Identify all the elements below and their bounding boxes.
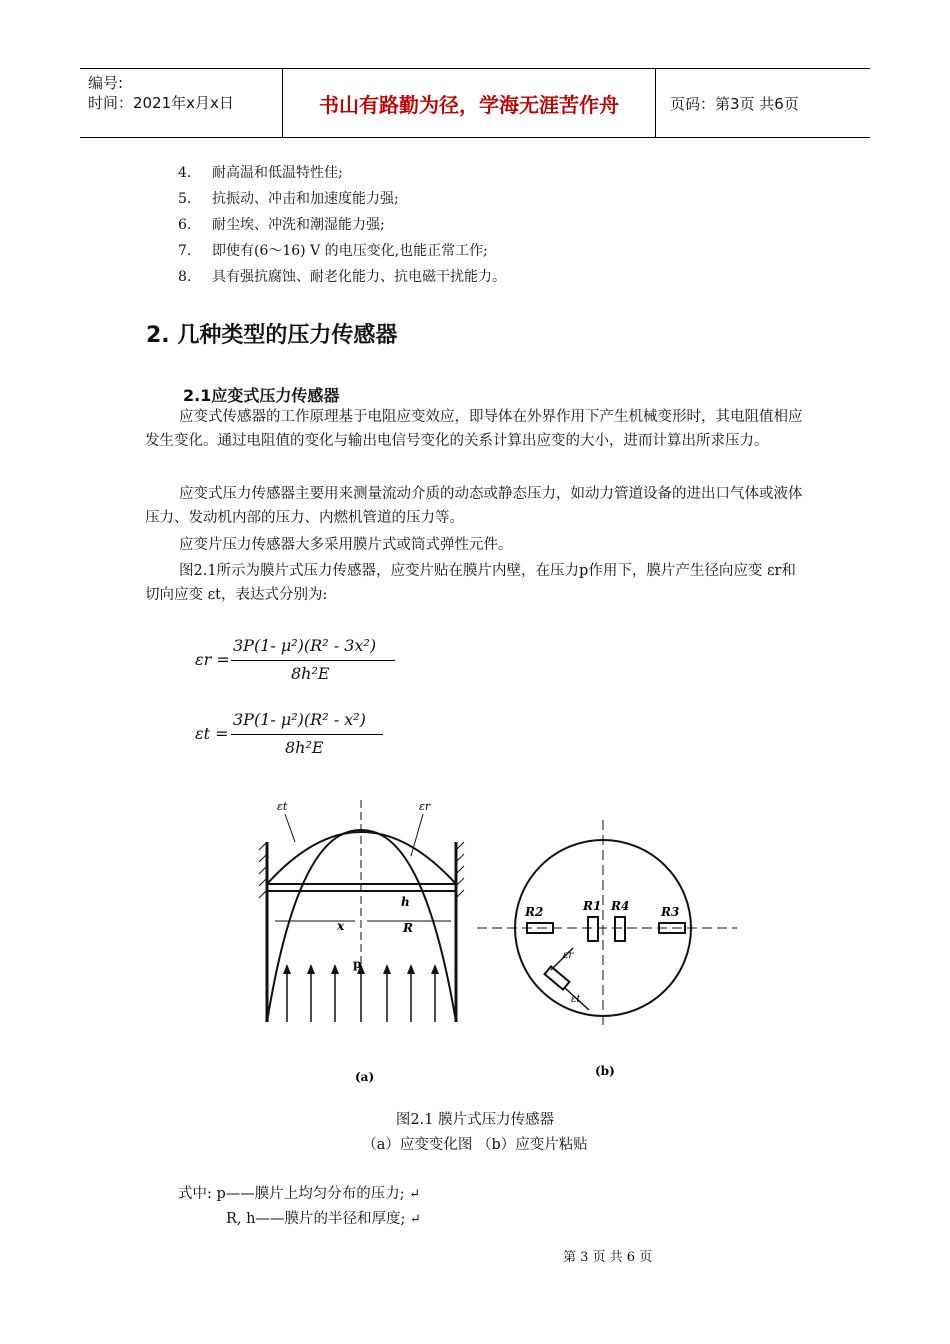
label-b-er: εr — [563, 950, 574, 961]
return-mark-icon: ↵ — [409, 1212, 421, 1227]
formula-denominator: 8h²E — [285, 738, 324, 757]
note-text: 式中: p——膜片上均匀分布的压力; — [178, 1186, 405, 1202]
label-h: h — [401, 895, 410, 909]
figure-caption-title: 图2.1 膜片式压力传感器 — [395, 1112, 555, 1128]
gauge-R4 — [615, 917, 625, 941]
diaphragm-sensor-figure — [255, 790, 745, 1090]
page-footer: 第 3 页 共 6 页 — [563, 1250, 653, 1265]
formula-numerator: 3P(1- μ²)(R² - x²) — [233, 710, 366, 729]
gauge-R1 — [588, 917, 598, 941]
figure-a-strain-diagram — [259, 800, 464, 1022]
list-item — [178, 238, 506, 264]
list-item-text: 具有强抗腐蚀、耐老化能力、抗电磁干扰能力。 — [212, 269, 506, 285]
list-item — [178, 186, 506, 212]
label-b-et: εt — [571, 994, 581, 1005]
paragraph: 应变式传感器的工作原理基于电阻应变效应，即导体在外界作用下产生机械变形时，其电阻值相应发生变化。通过电阻值的变化与输出电信号变化的关系计算出应变的大小，进而计算出所求压力。 — [145, 409, 803, 449]
list-item-number: 7. — [178, 243, 192, 259]
fraction-bar — [231, 734, 383, 735]
page-header — [80, 68, 870, 138]
gauge-diagonal — [545, 966, 570, 989]
label-p: p — [353, 957, 362, 971]
subfigure-b-label: (b) — [595, 1064, 615, 1078]
list-item — [178, 212, 506, 238]
fraction-bar — [231, 660, 395, 661]
list-item-number: 4. — [178, 165, 192, 181]
list-item-text: 抗振动、冲击和加速度能力强; — [212, 191, 399, 207]
header-meta — [80, 69, 280, 137]
label-R4: R4 — [611, 899, 630, 913]
paragraph: 应变片压力传感器大多采用膜片式或筒式弹性元件。 — [179, 537, 513, 553]
pressure-arrows — [287, 970, 435, 1022]
header-page-label — [662, 69, 870, 137]
label-et: εt — [277, 800, 288, 813]
label-R2: R2 — [525, 905, 544, 919]
date-label: 时间：2021年x月x日 — [88, 94, 234, 112]
label-er: εr — [419, 800, 431, 813]
subsection-title: 2.1应变式压力传感器 — [183, 386, 340, 405]
list-item — [178, 264, 506, 290]
figure-b-gauge-layout — [477, 820, 737, 1030]
subfigure-a-label: (a) — [355, 1070, 375, 1084]
label-R: R — [403, 921, 413, 935]
label-R1: R1 — [583, 899, 602, 913]
formula-numerator: 3P(1- μ²)(R² - 3x²) — [233, 636, 377, 655]
list-item-text: 即使有(6～16) V 的电压变化,也能正常工作; — [212, 243, 488, 259]
formula-denominator: 8h²E — [291, 664, 330, 683]
feature-list — [178, 160, 506, 290]
formula-lhs: εt = — [195, 724, 229, 743]
et-leader — [285, 814, 295, 842]
page-label-text: 页码：第3页 共6页 — [670, 94, 799, 113]
code-label: 编号: — [88, 74, 124, 92]
list-item — [178, 160, 506, 186]
section-title: 2. 几种类型的压力传感器 — [146, 323, 398, 348]
label-R3: R3 — [661, 905, 680, 919]
figure-caption-subtitle: （a）应变变化图 （b）应变片粘贴 — [362, 1137, 588, 1153]
header-motto: 书山有路勤为径，学海无涯苦作舟 — [282, 69, 656, 137]
note-line — [178, 1182, 420, 1203]
formula-lhs: εr = — [195, 650, 230, 669]
list-item-text: 耐尘埃、冲洗和潮湿能力强; — [212, 217, 385, 233]
list-item-text: 耐高温和低温特性佳; — [212, 165, 343, 181]
note-line — [226, 1207, 421, 1228]
paragraph: 图2.1所示为膜片式压力传感器，应变片贴在膜片内壁，在压力p作用下，膜片产生径向应变 εr和切向应变 εt，表达式分别为: — [145, 563, 796, 603]
note-text: R, h——膜片的半径和厚度; — [226, 1211, 406, 1227]
list-item-number: 5. — [178, 191, 192, 207]
paragraph: 应变式压力传感器主要用来测量流动介质的动态或静态压力，如动力管道设备的进出口气体或液体压力、发动机内部的压力、内燃机管道的压力等。 — [145, 486, 803, 526]
list-item-number: 6. — [178, 217, 192, 233]
return-mark-icon: ↵ — [409, 1187, 421, 1202]
label-x: x — [337, 919, 345, 933]
list-item-number: 8. — [178, 269, 192, 285]
